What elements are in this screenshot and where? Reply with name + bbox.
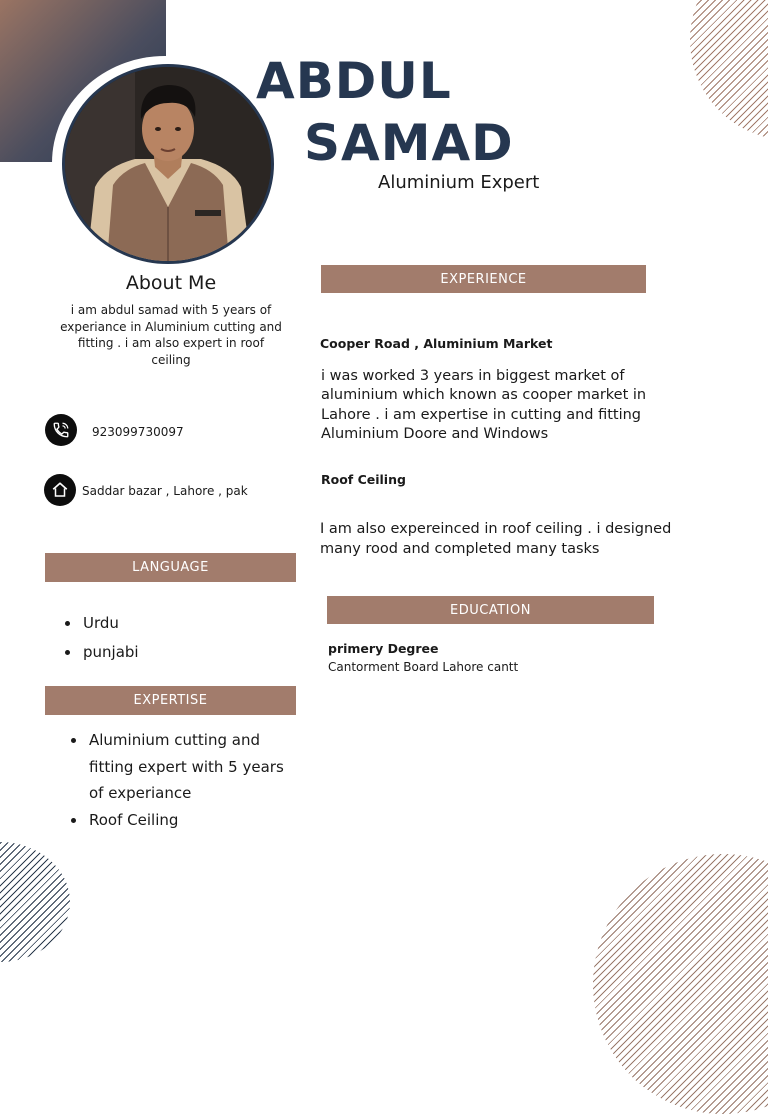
experience-entry-title: Cooper Road , Aluminium Market [320,336,553,351]
first-name: ABDUL [256,52,452,110]
phone-icon [45,414,77,446]
education-heading: EDUCATION [327,596,654,624]
expertise-item: Roof Ceiling [69,807,289,834]
about-me-text: i am abdul samad with 5 years of experiance in Aluminium cutting and fitting . i am also expert in roof ceiling [60,303,282,367]
language-item: punjabi [63,638,139,667]
decorative-hatched-circle-bottom-left [0,842,70,962]
last-name: SAMAD [304,114,514,172]
expertise-heading: EXPERTISE [45,686,296,715]
profile-photo [62,64,274,264]
home-icon [44,474,76,506]
expertise-item: Aluminium cutting and fitting expert with 5 years of experiance [69,727,289,807]
education-degree: primery Degree [328,641,439,656]
experience-heading: EXPERIENCE [321,265,646,293]
language-list [63,609,139,667]
phone-number: 923099730097 [92,425,184,439]
address: Saddar bazar , Lahore , pak [82,484,248,498]
about-me-heading: About Me [125,272,217,294]
decorative-hatched-circle-top-right [690,0,768,140]
experience-entry-title: Roof Ceiling [321,472,406,487]
job-title: Aluminium Expert [378,172,540,193]
education-school: Cantorment Board Lahore cantt [328,660,519,674]
experience-entry-description: i was worked 3 years in biggest market of aluminium which known as cooper market in Lahore . i am expertise in cutting and fitting Aluminium Doore and Windows [321,368,647,442]
decorative-hatched-circle-bottom-right [593,854,768,1114]
experience-entry-description: I am also expereinced in roof ceiling . i designed many rood and completed many tasks [320,521,672,557]
language-item: Urdu [63,609,139,638]
expertise-list [69,727,289,833]
profile-portrait-illustration [65,67,271,261]
language-heading: LANGUAGE [45,553,296,582]
